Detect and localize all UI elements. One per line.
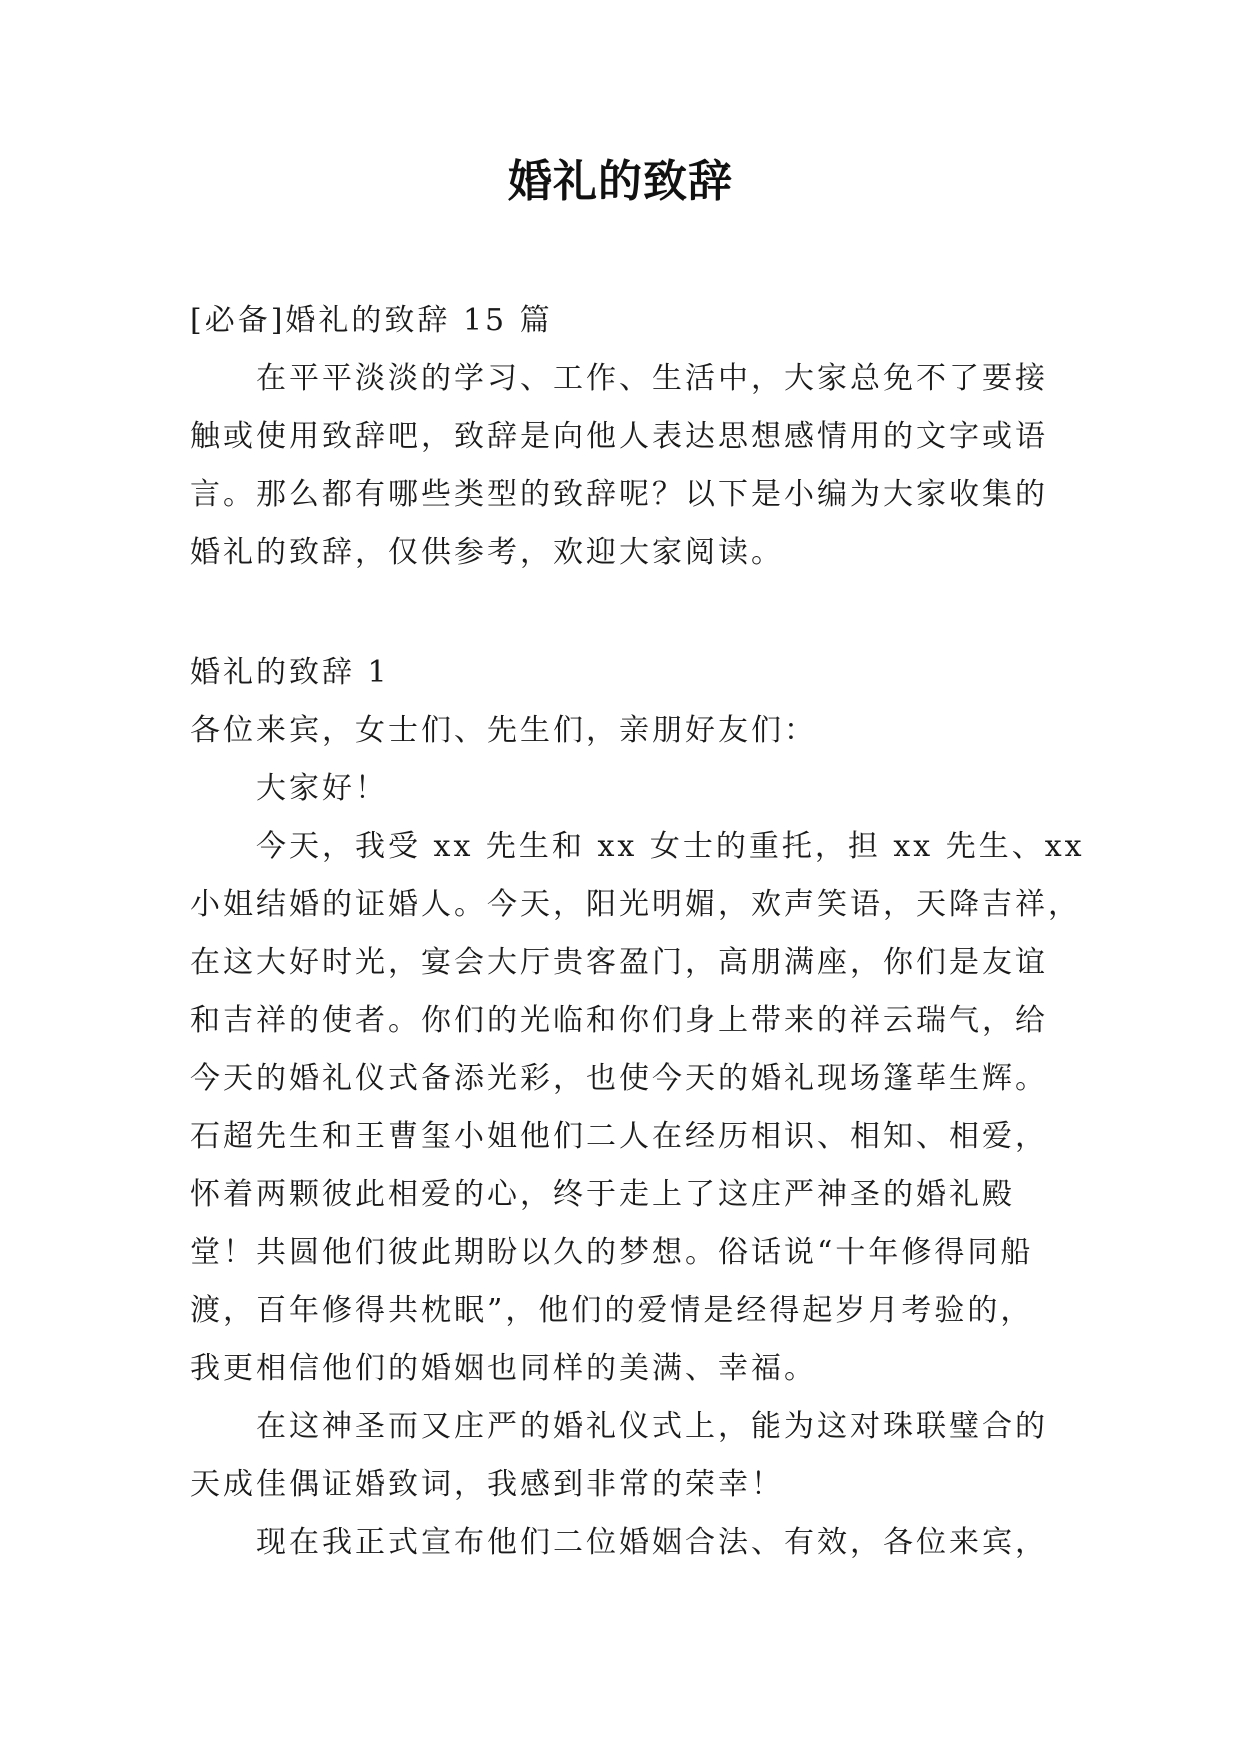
body-paragraph-line: 在这大好时光，宴会大厅贵客盈门，高朋满座，你们是友谊 [190, 945, 1048, 980]
body-paragraph-line: 我更相信他们的婚姻也同样的美满、幸福。 [190, 1351, 817, 1386]
body-paragraph-line: 石超先生和王曹玺小姐他们二人在经历相识、相知、相爱， [190, 1119, 1048, 1154]
section-heading: 婚礼的致辞 1 [190, 655, 390, 690]
document-title: 婚礼的致辞 [508, 156, 733, 207]
document-body [190, 292, 1085, 1572]
subtitle-line: [必备]婚礼的致辞 15 篇 [190, 303, 553, 338]
body-paragraph-line: 天成佳偶证婚致词，我感到非常的荣幸！ [190, 1467, 784, 1502]
body-paragraph-line: 今天，我受 xx 先生和 xx 女士的重托，担 xx 先生、xx [256, 829, 1085, 864]
intro-paragraph-line: 言。那么都有哪些类型的致辞呢？以下是小编为大家收集的 [190, 477, 1048, 512]
body-paragraph-line: 今天的婚礼仪式备添光彩，也使今天的婚礼现场篷荜生辉。 [190, 1061, 1048, 1096]
salutation-line: 各位来宾，女士们、先生们，亲朋好友们： [190, 713, 817, 748]
body-paragraph-line: 在这神圣而又庄严的婚礼仪式上，能为这对珠联璧合的 [256, 1409, 1048, 1444]
section-spacer [190, 582, 1070, 644]
intro-paragraph-line: 婚礼的致辞，仅供参考，欢迎大家阅读。 [190, 535, 784, 570]
intro-paragraph-line: 在平平淡淡的学习、工作、生活中，大家总免不了要接 [256, 361, 1048, 396]
body-paragraph-line: 怀着两颗彼此相爱的心，终于走上了这庄严神圣的婚礼殿 [190, 1177, 1015, 1212]
body-paragraph-line: 现在我正式宣布他们二位婚姻合法、有效，各位来宾， [256, 1525, 1048, 1560]
greeting-line: 大家好！ [256, 771, 388, 806]
body-paragraph-line: 堂！共圆他们彼此期盼以久的梦想。俗话说“十年修得同船 [190, 1235, 1034, 1270]
body-paragraph-line: 和吉祥的使者。你们的光临和你们身上带来的祥云瑞气，给 [190, 1003, 1048, 1038]
body-paragraph-line: 渡，百年修得共枕眠”，他们的爱情是经得起岁月考验的， [190, 1293, 1034, 1328]
body-paragraph-line: 小姐结婚的证婚人。今天，阳光明媚，欢声笑语，天降吉祥， [190, 887, 1081, 922]
intro-paragraph-line: 触或使用致辞吧，致辞是向他人表达思想感情用的文字或语 [190, 419, 1048, 454]
